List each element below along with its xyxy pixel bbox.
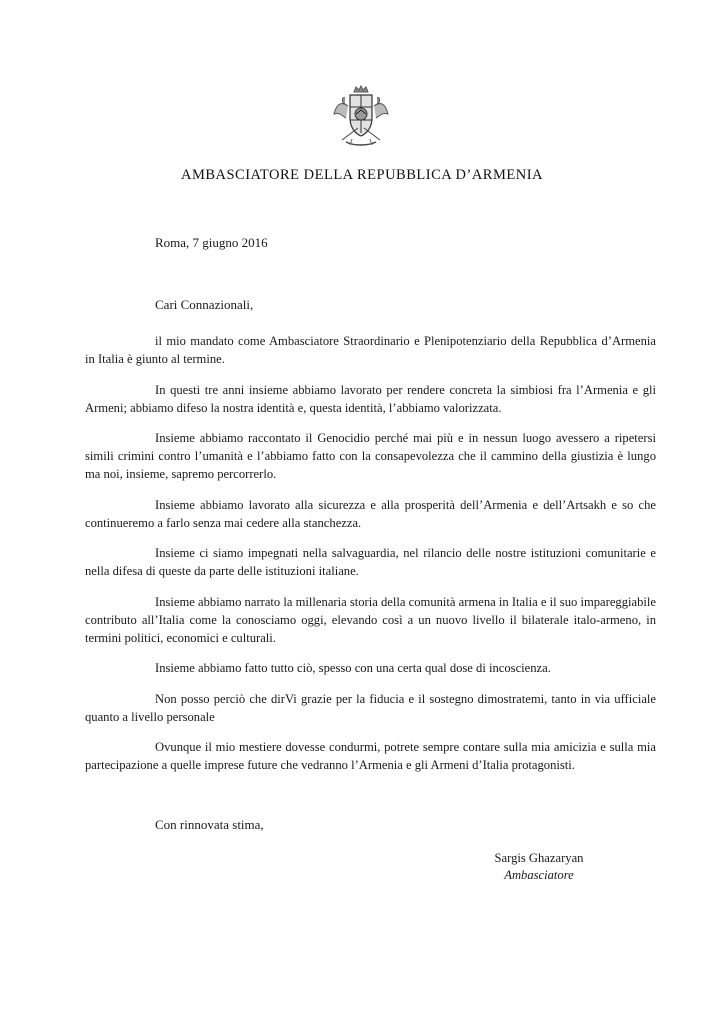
letter-date: Roma, 7 giugno 2016 xyxy=(155,235,268,250)
letter-paragraph: Non posso perciò che dirVi grazie per la fiducia e il sostegno dimostratemi, tanto in via ufficiale quanto a livello personale xyxy=(85,691,656,724)
letter-paragraph: Insieme abbiamo narrato la millenaria storia della comunità armena in Italia e il suo impareggiabile contributo all’Italia come la conosciamo oggi, elevando così a un nuovo livello il bilaterale italo-armeno, in termini politici, economici e culturali. xyxy=(85,594,656,645)
letter-paragraph: Insieme abbiamo raccontato il Genocidio perché mai più e in nessun luogo avessero a ripetersi simili crimini contro l’umanità e l’abbiamo fatto con la consapevolezza che il cammino della giustizia è lungo ma noi, insieme, sapremo percorrerlo. xyxy=(85,431,656,481)
letter-body xyxy=(85,332,656,787)
letter-paragraph: In questi tre anni insieme abbiamo lavorato per rendere concreta la simbiosi fra l’Armenia e gli Armeni; abbiamo difeso la nostra identità e, questa identità, l’abbiamo valorizzata. xyxy=(85,382,656,415)
letter-closing: Con rinnovata stima, xyxy=(155,817,264,832)
signature-block xyxy=(480,850,598,884)
letter-paragraph: il mio mandato come Ambasciatore Straordinario e Plenipotenziario della Repubblica d’Armenia in Italia è giunto al termine. xyxy=(85,334,656,366)
letterhead-title: AMBASCIATORE DELLA REPUBBLICA D’ARMENIA xyxy=(180,167,544,183)
letter-salutation: Cari Connazionali, xyxy=(155,297,254,312)
letter-paragraph: Insieme ci siamo impegnati nella salvaguardia, nel rilancio delle nostre istituzioni comunitarie e nella difesa di queste da parte delle istituzioni italiane. xyxy=(85,546,656,578)
armenia-coat-of-arms-icon xyxy=(328,84,394,150)
signatory-name: Sargis Ghazaryan xyxy=(494,851,584,865)
signatory-title: Ambasciatore xyxy=(504,868,574,882)
letter-paragraph: Insieme abbiamo lavorato alla sicurezza e alla prosperità dell’Armenia e dell’Artsakh e so che continueremo a farlo senza mai cedere alla stanchezza. xyxy=(85,497,656,530)
letter-paragraph: Ovunque il mio mestiere dovesse condurmi, potrete sempre contare sulla mia amicizia e sulla mia partecipazione a quelle imprese future che vedranno l’Armenia e gli Armeni d’Italia protagonisti. xyxy=(85,740,656,772)
letter-paragraph: Insieme abbiamo fatto tutto ciò, spesso con una certa qual dose di incoscienza. xyxy=(155,661,551,675)
